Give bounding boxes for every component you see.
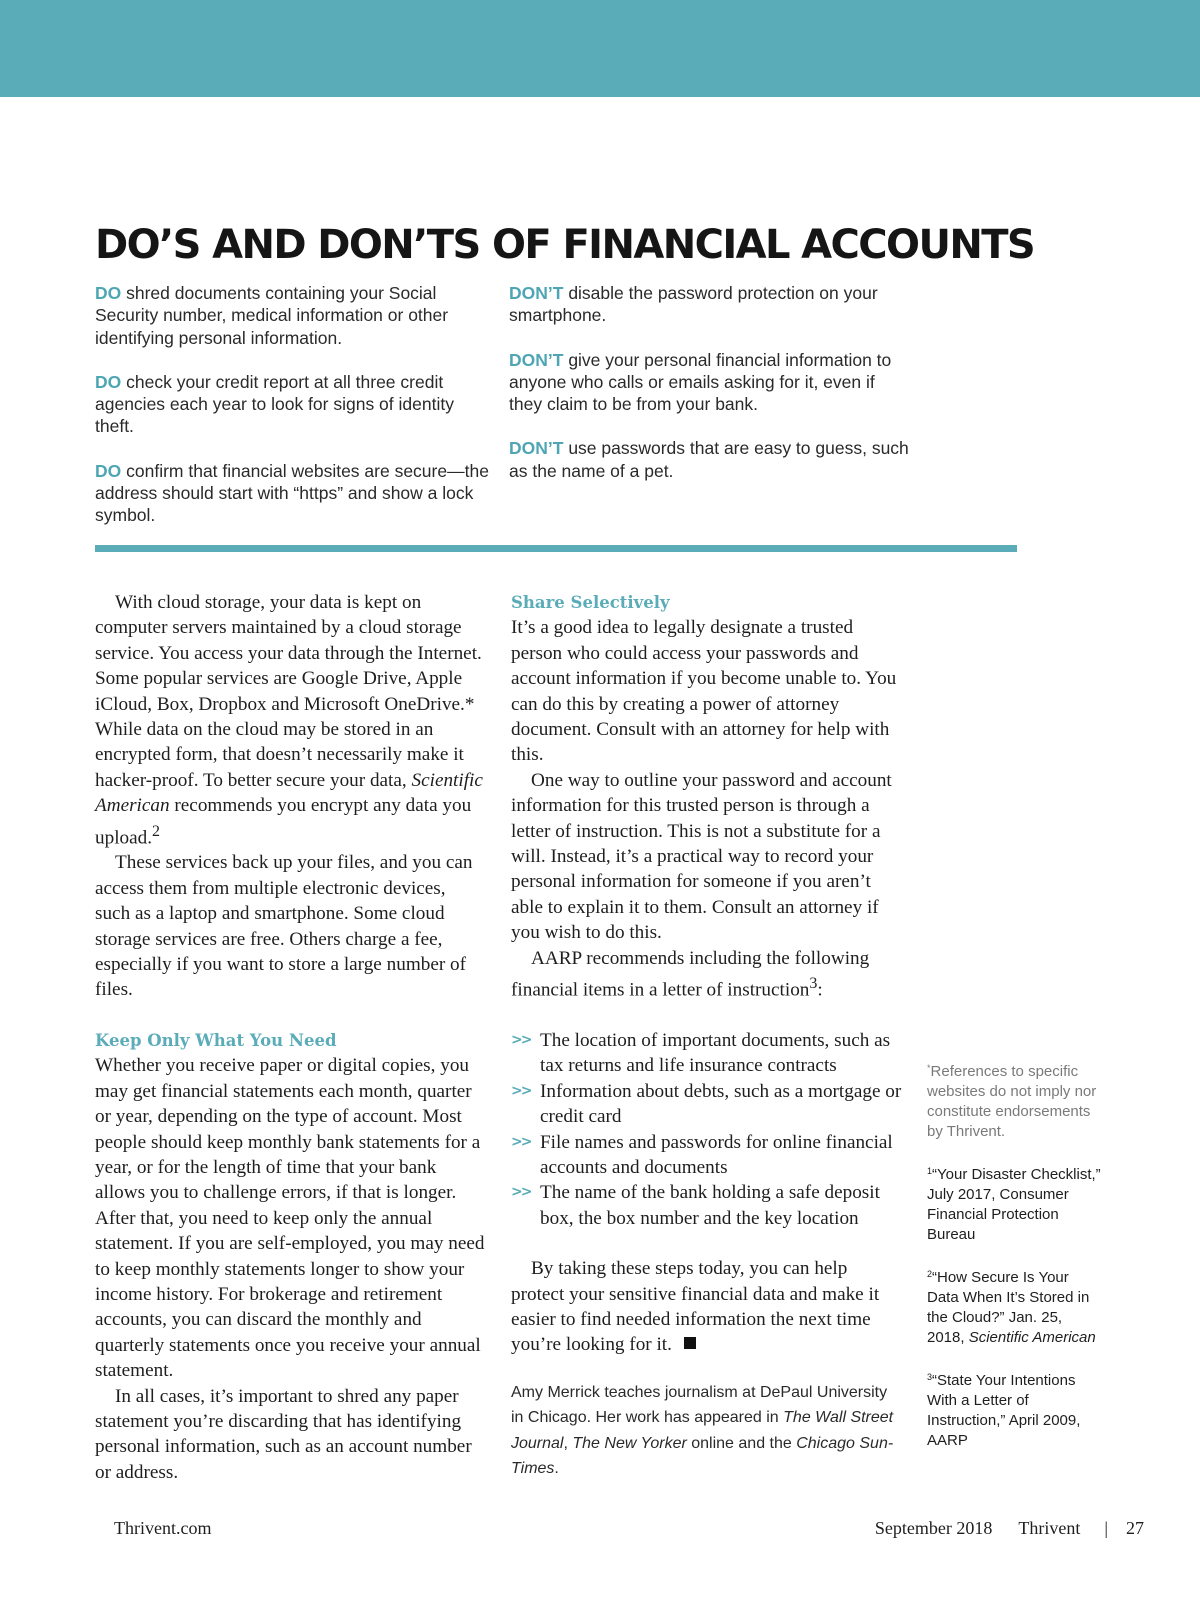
note-mark: 3 — [927, 1372, 933, 1382]
footnote-1 — [927, 1161, 1102, 1245]
double-chevron-icon: >> — [511, 1082, 531, 1099]
page-number: 27 — [1126, 1518, 1144, 1538]
note-mark: * — [927, 1063, 931, 1073]
footer-date: September 2018 — [874, 1518, 993, 1538]
do-key: DO — [95, 371, 122, 392]
double-chevron-icon: >> — [511, 1133, 531, 1150]
body-paragraph — [511, 946, 903, 1003]
list-item — [511, 1079, 903, 1130]
bio-text: Amy Merrick teaches journalism at DePaul University in Chicago. Her work has appeared in — [511, 1383, 888, 1427]
body-paragraph: Whether you receive paper or digital copies, you may get financial statements each month, quarter or year, depending on the type of account. Most people should keep monthly bank statements for a year, or for the length of time that your bank allows you to challenge errors, if that is longer. After that, you need to keep only the annual statement. If you are self-employed, you may need to keep monthly statements longer to show your income history. For brokerage and retirement accounts, you can discard the monthly and quarterly statements once you receive your annual statement. — [95, 1055, 485, 1382]
body-text: : — [817, 979, 823, 1001]
footnote-3 — [927, 1367, 1102, 1451]
note-mark: 1 — [927, 1166, 933, 1176]
list-item-text: Information about debts, such as a mortgage or credit card — [540, 1080, 902, 1128]
publication-name: Scientific American — [968, 1329, 1096, 1346]
sidebar-notes — [927, 1058, 1102, 1470]
do-key: DO — [95, 460, 122, 481]
double-chevron-icon: >> — [511, 1031, 531, 1048]
footer-separator: | — [1104, 1518, 1108, 1538]
dont-key: DON’T — [509, 438, 564, 459]
dont-text: give your personal financial information to anyone who calls or emails asking for it, even if they claim to be from your bank. — [509, 349, 892, 415]
article-left-column — [95, 590, 485, 1485]
note-mark: 2 — [927, 1269, 933, 1279]
dos-list — [95, 282, 495, 549]
dont-item — [509, 437, 909, 482]
body-text: With cloud storage, your data is kept on computer servers maintained by a cloud storage service. You access your data through the Internet. Some popular services are Google Drive, Apple iCloud, Box, Dropbox and Microsoft OneDrive.* While data on the cloud may be stored in an encrypted form, that doesn’t necessarily make it hacker-proof. To better secure your data, — [95, 592, 482, 791]
body-paragraph — [95, 590, 485, 850]
publication-name: The New Yorker — [572, 1434, 687, 1452]
note-text: References to specific websites do not imply nor constitute endorsements by Thrivent. — [927, 1063, 1097, 1140]
dont-item — [509, 349, 909, 416]
do-item — [95, 460, 495, 527]
do-key: DO — [95, 283, 122, 303]
body-paragraph: In all cases, it’s important to shred any paper statement you’re discarding that has identifying personal information, such as an account number or address. — [95, 1385, 472, 1483]
section-heading: Share Selectively — [511, 593, 670, 612]
dont-item — [509, 282, 909, 327]
body-text: recommends you encrypt any data you upload. — [95, 795, 472, 849]
do-text: shred documents containing your Social Security number, medical information or other identifying personal information. — [95, 283, 449, 348]
top-banner — [0, 0, 1200, 97]
dont-key: DON’T — [509, 283, 564, 303]
footnote-2 — [927, 1264, 1102, 1348]
footer-website: Thrivent.com — [114, 1518, 212, 1538]
body-text: By taking these steps today, you can help protect your sensitive financial data and make it easier to find needed information the next time you’re looking for it. — [511, 1258, 880, 1356]
body-text: AARP recommends including the following financial items in a letter of instruction — [511, 947, 870, 1001]
list-item — [511, 1130, 903, 1181]
list-item-text: The location of important documents, such as tax returns and life insurance contracts — [540, 1029, 891, 1077]
bio-text: , — [563, 1434, 573, 1452]
footnote-ref: 2 — [152, 822, 161, 840]
page-title: DO’S AND DON’TS OF FINANCIAL ACCOUNTS — [95, 222, 1035, 268]
list-item — [511, 1180, 903, 1231]
bio-text: . — [554, 1460, 559, 1478]
note-text: “How Secure Is Your Data When It’s Stored in the Cloud?” Jan. 25, 2018, — [927, 1269, 1090, 1346]
list-item-text: File names and passwords for online financial accounts and documents — [540, 1131, 893, 1178]
list-item — [511, 1028, 903, 1079]
publication-name: Chicago Sun-Times — [511, 1434, 894, 1478]
publication-name: The Wall Street Journal — [511, 1409, 894, 1452]
closing-paragraph — [511, 1256, 903, 1358]
dont-text: disable the password protection on your smartphone. — [509, 283, 878, 326]
footnote-ref: 3 — [809, 975, 818, 993]
do-text: confirm that financial websites are secure—the address should start with “https” and show a lock symbol. — [95, 460, 489, 526]
double-chevron-icon: >> — [511, 1184, 531, 1201]
note-text: “State Your Intentions With a Letter of Instruction,” April 2009, AARP — [927, 1372, 1081, 1449]
disclaimer-note — [927, 1058, 1102, 1142]
bio-text: online and the — [686, 1434, 797, 1452]
end-mark-icon — [684, 1337, 696, 1349]
do-item — [95, 282, 495, 349]
body-paragraph: One way to outline your password and account information for this trusted person is through a letter of instruction. This is not a substitute for a will. Instead, it’s a practical way to record your personal information for someone if you aren’t able to explain it to them. Consult an attorney if you wish to do this. — [511, 769, 892, 944]
instruction-items-list — [511, 1028, 903, 1231]
do-item — [95, 371, 495, 438]
dont-key: DON’T — [509, 349, 564, 370]
donts-list — [509, 282, 909, 504]
note-text: “Your Disaster Checklist,” July 2017, Consumer Financial Protection Bureau — [927, 1166, 1101, 1243]
list-item-text: The name of the bank holding a safe deposit box, the box number and the key location — [540, 1182, 880, 1229]
body-paragraph: It’s a good idea to legally designate a trusted person who could access your passwords and account information if you become unable to. You can do this by creating a power of attorney document. Consult with an attorney for help with this. — [511, 617, 897, 766]
body-paragraph: These services back up your files, and you can access them from multiple electronic devices, such as a laptop and smartphone. Some cloud storage services are free. Others charge a fee, especially if you want to store a large number of files. — [95, 852, 473, 1001]
footer-info — [849, 1518, 1144, 1539]
author-bio — [511, 1380, 903, 1482]
section-divider — [95, 545, 1017, 552]
article-right-column — [511, 590, 903, 1482]
do-text: check your credit report at all three credit agencies each year to look for signs of identity theft. — [95, 371, 454, 437]
footer-magazine: Thrivent — [1018, 1518, 1081, 1538]
dont-text: use passwords that are easy to guess, such as the name of a pet. — [509, 438, 909, 481]
publication-name: Scientific American — [95, 769, 483, 817]
section-heading: Keep Only What You Need — [95, 1030, 337, 1050]
